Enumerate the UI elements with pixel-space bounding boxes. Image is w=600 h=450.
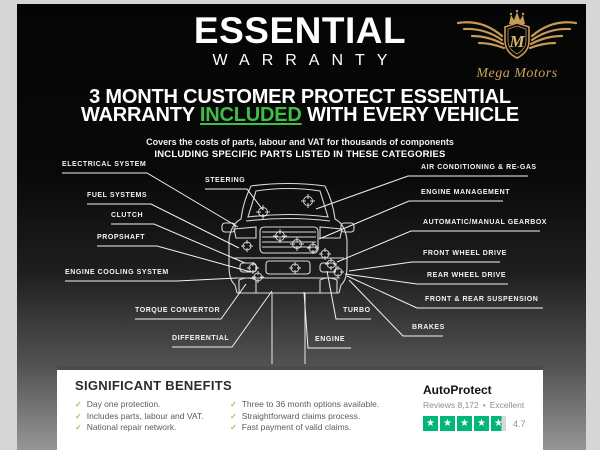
label-brakes: BRAKES [412,324,445,331]
label-rear-wheel-drive: REAR WHEEL DRIVE [427,272,507,279]
star-icon: ★ [440,416,455,431]
benefit-text: National repair network. [86,422,177,432]
header [120,12,480,70]
reviews-count: Reviews 8,172 [423,400,479,410]
benefit-item [230,422,379,434]
check-icon: ✓ [75,411,82,421]
trustpilot-company: AutoProtect [423,383,492,397]
label-propshaft: PROPSHAFT [97,234,146,241]
label-torque-convertor: TORQUE CONVERTOR [135,307,221,314]
star-icon: ★ [474,416,489,431]
promo-subline1: Covers the costs of parts, labour and VAT for thousands of components [146,137,454,147]
logo-monogram: M [509,32,525,51]
benefits-heading: SIGNIFICANT BENEFITS [75,378,232,393]
benefit-text: Fast payment of valid claims. [241,422,352,432]
label-engine-cooling-system: ENGINE COOLING SYSTEM [65,269,169,276]
trustpilot-block [423,383,528,431]
label-engine: ENGINE [315,336,346,343]
star-icon-partial: ★ [491,416,506,431]
mega-motors-logo [448,6,586,86]
dot-separator: • [482,400,486,410]
label-differential: DIFFERENTIAL [172,335,230,342]
promo-line1: 3 MONTH CUSTOMER PROTECT ESSENTIAL [89,86,511,108]
page-subtitle: WARRANTY [212,52,400,69]
promo-line2 [0,106,600,124]
benefit-item [230,399,379,411]
label-gearbox: AUTOMATIC/MANUAL GEARBOX [423,219,548,226]
label-suspension: FRONT & REAR SUSPENSION [425,296,539,303]
check-icon: ✓ [230,411,237,421]
logo-crown-icon [509,10,525,24]
benefit-text: Three to 36 month options available. [241,399,380,409]
page-title: ESSENTIAL [193,10,407,51]
trustpilot-reviews [423,400,528,410]
check-icon: ✓ [230,400,237,409]
check-icon: ✓ [230,423,237,432]
benefit-text: Day one protection. [86,399,161,409]
promo-subline2: INCLUDING SPECIFIC PARTS LISTED IN THESE CATEGORIES [154,149,446,160]
benefit-item [75,422,204,434]
benefit-item [230,411,379,423]
rating-word: Excellent [489,400,525,410]
benefits-panel [57,366,543,450]
label-electrical-system: ELECTRICAL SYSTEM [62,161,147,168]
promo-headline [0,88,600,160]
label-engine-management: ENGINE MANAGEMENT [421,189,511,196]
included-highlight: INCLUDED [199,104,302,126]
benefit-item [75,411,204,423]
label-fuel-systems: FUEL SYSTEMS [87,192,148,199]
check-icon: ✓ [75,423,82,432]
trustpilot-score: 4.7 [513,418,526,429]
label-turbo: TURBO [343,307,371,314]
trustpilot-stars [423,416,528,431]
star-icon: ★ [457,416,472,431]
check-icon: ✓ [75,400,82,409]
benefits-list-left [75,399,204,434]
logo-brand-text: Mega Motors [476,66,558,81]
label-air-conditioning: AIR CONDITIONING & RE-GAS [421,164,537,171]
label-front-wheel-drive: FRONT WHEEL DRIVE [423,250,507,257]
promo-line2-after: WITH EVERY VEHICLE [307,104,520,126]
benefit-text: Includes parts, labour and VAT. [86,410,204,421]
benefit-text: Straightforward claims process. [241,410,361,421]
promo-line2-before: WARRANTY [80,104,195,126]
benefits-list-right [230,399,379,434]
label-steering: STEERING [205,177,246,184]
star-icon: ★ [423,416,438,431]
benefit-item [75,399,204,411]
label-clutch: CLUTCH [111,212,144,219]
